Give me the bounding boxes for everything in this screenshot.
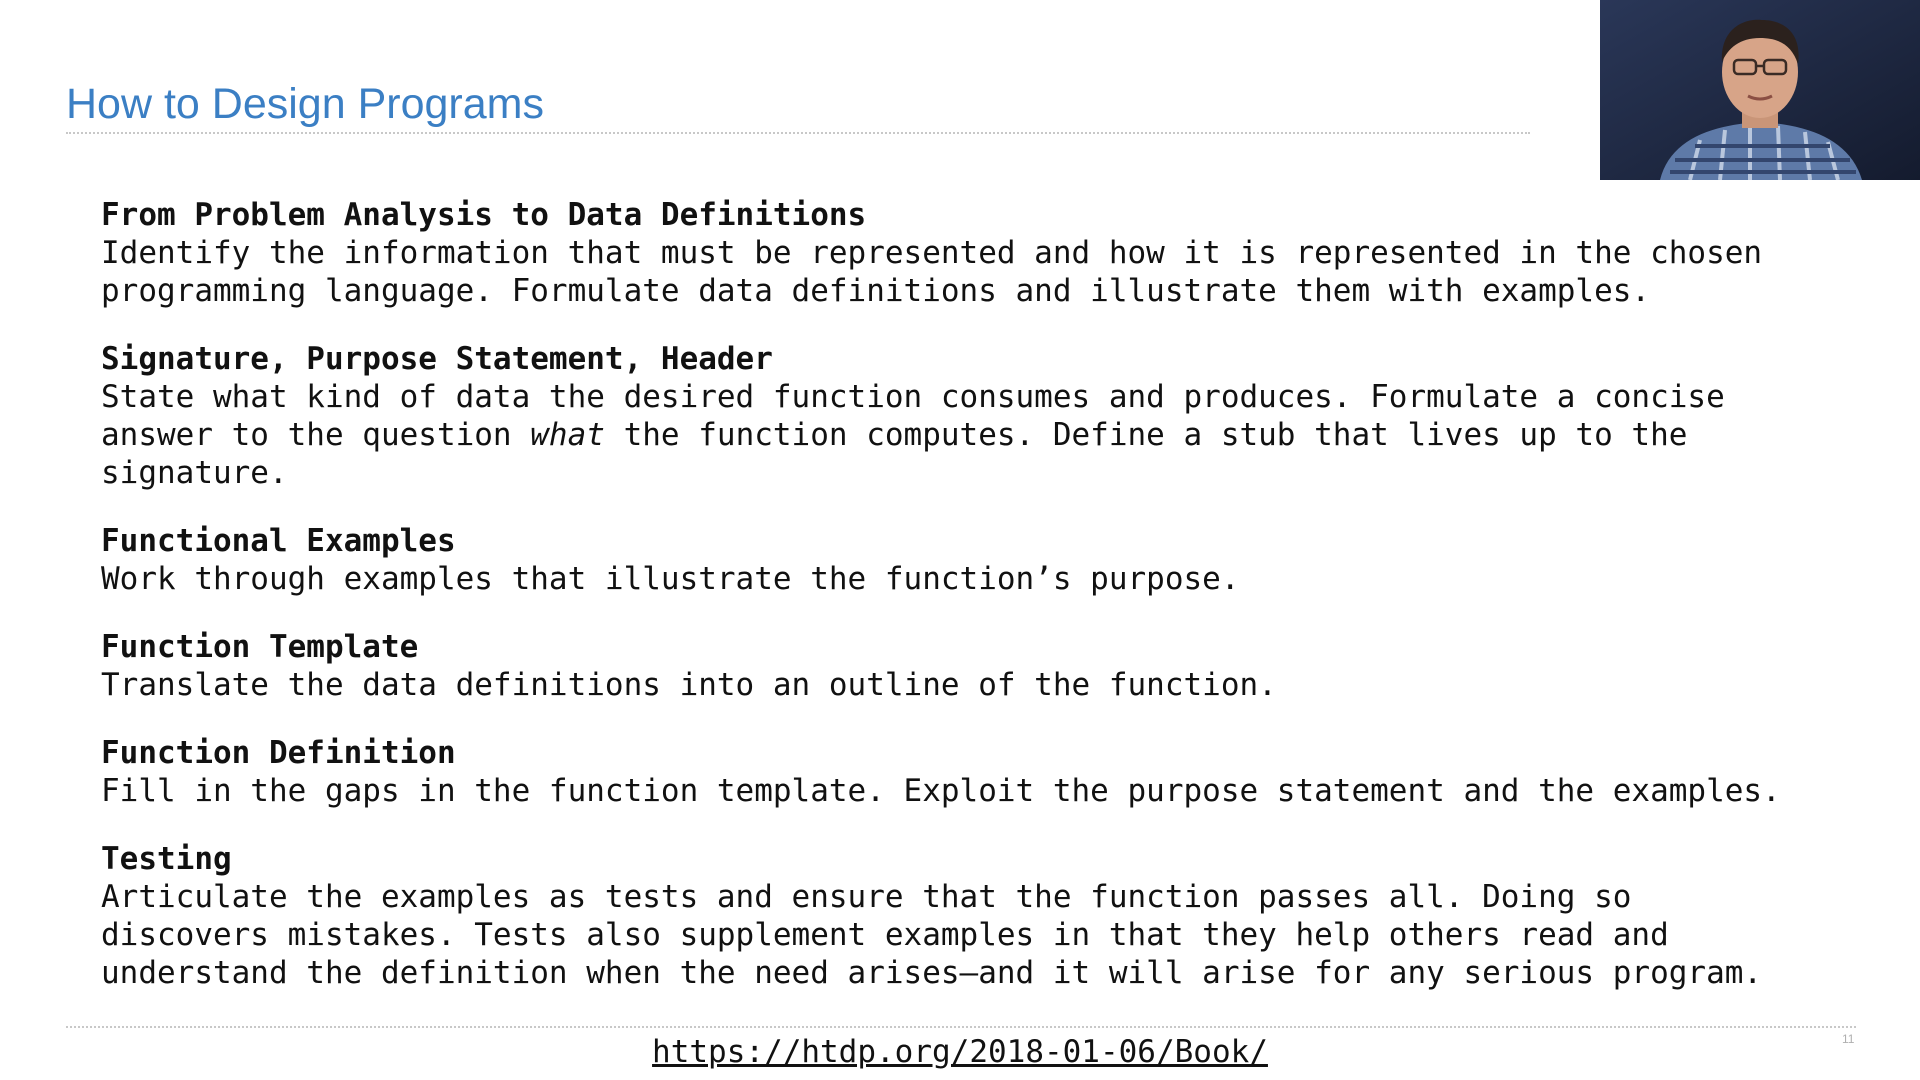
title-divider xyxy=(66,132,1530,134)
step-description: Fill in the gaps in the function template. Exploit the purpose statement and the examples. xyxy=(101,773,1781,809)
step-description: Translate the data definitions into an outline of the function. xyxy=(101,667,1277,703)
step-function-definition xyxy=(101,734,1861,810)
page-number: 11 xyxy=(1842,1032,1855,1046)
footer-divider xyxy=(66,1026,1856,1028)
step-heading: Testing xyxy=(101,841,232,877)
step-testing xyxy=(101,840,1861,992)
presenter-video-icon xyxy=(1600,0,1920,180)
book-url-link[interactable]: https://htdp.org/2018-01-06/Book/ xyxy=(652,1034,1268,1070)
step-heading: Function Template xyxy=(101,629,419,665)
emphasized-word: what xyxy=(530,417,605,453)
step-heading: Function Definition xyxy=(101,735,456,771)
step-functional-examples xyxy=(101,522,1861,598)
step-description: Articulate the examples as tests and ensure that the function passes all. Doing so discovers mistakes. Tests also supplement examples in that they help others read and understand the definition when the need arises—and it will arise for any serious program. xyxy=(101,879,1763,991)
step-description xyxy=(101,378,1861,492)
step-description-part: the function computes. Define a stub that lives up to the signature. xyxy=(101,417,1688,491)
step-function-template xyxy=(101,628,1861,704)
step-description: Identify the information that must be represented and how it is represented in the chosen programming language. Formulate data definitions and illustrate them with examples. xyxy=(101,235,1763,309)
step-data-definitions xyxy=(101,196,1861,310)
step-description-part: State what kind of data the desired function consumes and produces. Formulate a concise answer to the question xyxy=(101,379,1725,453)
design-recipe-steps xyxy=(101,196,1861,1022)
slide-title: How to Design Programs xyxy=(66,80,544,128)
step-heading: From Problem Analysis to Data Definitions xyxy=(101,197,867,233)
step-signature-purpose-header xyxy=(101,340,1861,492)
step-description: Work through examples that illustrate the function’s purpose. xyxy=(101,561,1240,597)
step-heading: Signature, Purpose Statement, Header xyxy=(101,341,773,377)
step-heading: Functional Examples xyxy=(101,523,456,559)
presenter-webcam xyxy=(1600,0,1920,180)
